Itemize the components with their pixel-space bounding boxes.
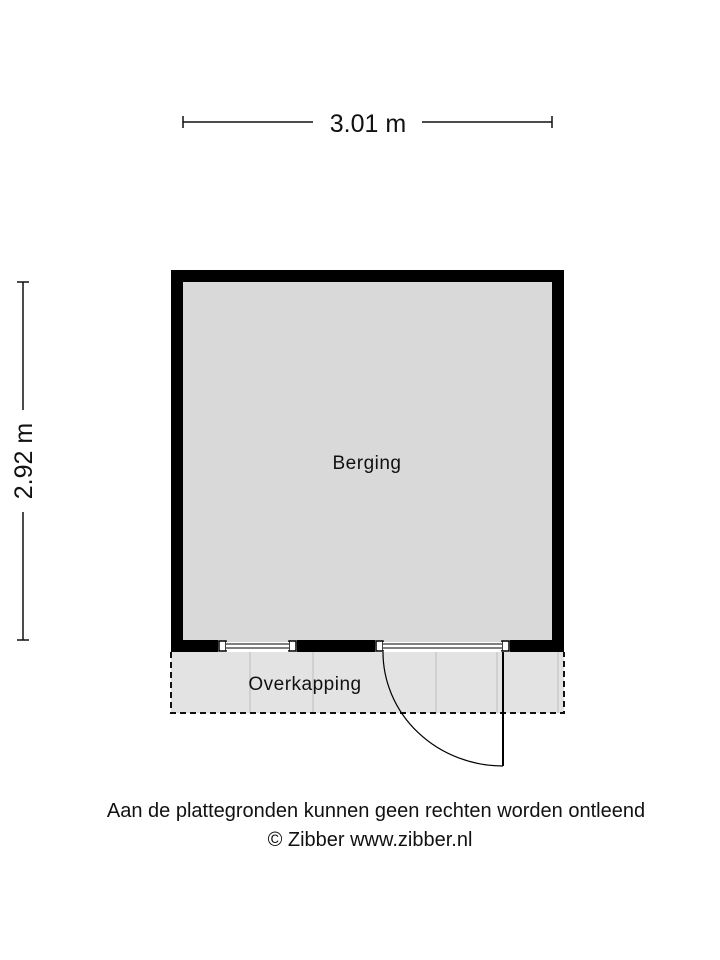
porch-label: Overkapping <box>248 674 362 695</box>
porch-area <box>171 652 564 713</box>
width-dimension <box>183 110 552 138</box>
height-dimension <box>10 282 38 640</box>
height-dimension-label: 2.92 m <box>10 422 38 500</box>
room-label: Berging <box>332 453 402 474</box>
window <box>226 642 289 650</box>
disclaimer-text: Aan de plattegronden kunnen geen rechten worden ontleend <box>106 800 646 822</box>
copyright-text: © Zibber www.zibber.nl <box>267 829 473 851</box>
width-dimension-label: 3.01 m <box>329 110 407 138</box>
